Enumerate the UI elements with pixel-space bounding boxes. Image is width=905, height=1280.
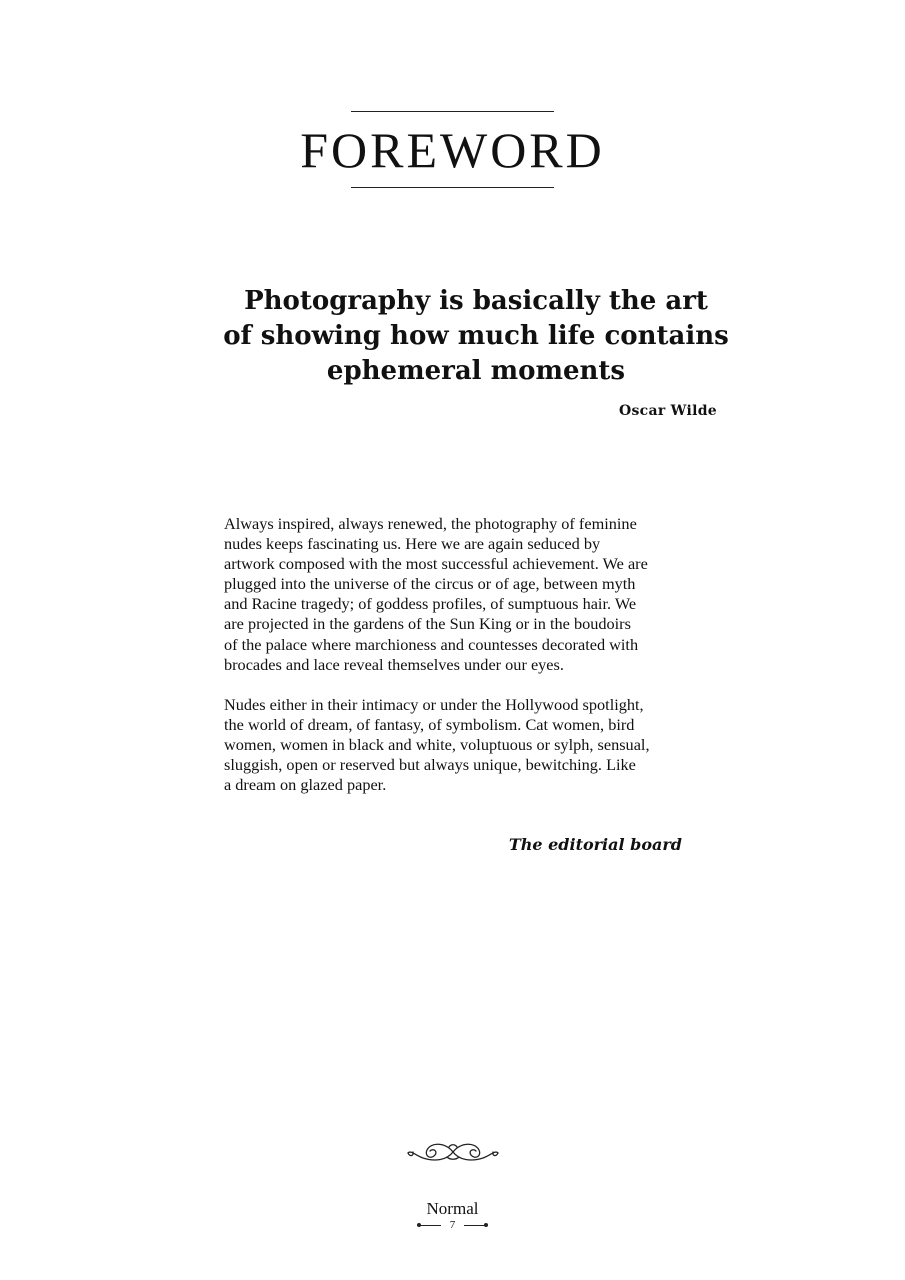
- quote-line: ephemeral moments: [326, 356, 626, 386]
- body-line: and Racine tragedy; of goddess profiles, of sumptuous hair. We: [224, 594, 637, 614]
- quote-author: Oscar Wilde: [618, 403, 717, 419]
- body-paragraph-2: [224, 695, 683, 795]
- body-paragraph-1: [224, 514, 683, 675]
- page-number-right-dash: [464, 1225, 486, 1226]
- footer-label: Normal: [426, 1199, 479, 1218]
- flourish-ornament-icon: [405, 1138, 501, 1166]
- title-bottom-rule: [351, 187, 554, 188]
- body-line: Always inspired, always renewed, the photography of feminine: [224, 514, 637, 533]
- quote-line: Photography is basically the art: [244, 286, 708, 316]
- page-title: FOREWORD: [300, 122, 605, 178]
- body-line: artwork composed with the most successful achievement. We are: [224, 554, 648, 574]
- body-line: of the palace where marchioness and countesses decorated with: [224, 634, 639, 654]
- body-line: women, women in black and white, voluptuous or sylph, sensual,: [224, 735, 650, 755]
- epigraph-quote: [200, 284, 752, 389]
- page-number-left-dash: [419, 1225, 441, 1226]
- page-number-row: [0, 1219, 905, 1231]
- body-line: sluggish, open or reserved but always unique, bewitching. Like: [224, 755, 636, 775]
- body-line: brocades and lace reveal themselves under our eyes.: [224, 654, 564, 674]
- body-line: nudes keeps fascinating us. Here we are again seduced by: [224, 534, 601, 554]
- body-line: are projected in the gardens of the Sun King or in the boudoirs: [224, 614, 631, 634]
- title-top-rule: [351, 111, 554, 112]
- page-number: 7: [449, 1219, 456, 1231]
- body-line: Nudes either in their intimacy or under the Hollywood spotlight,: [224, 695, 644, 714]
- body-line: the world of dream, of fantasy, of symbolism. Cat women, bird: [224, 715, 635, 735]
- body-line: plugged into the universe of the circus or of age, between myth: [224, 574, 636, 594]
- quote-line: of showing how much life contains: [223, 321, 729, 351]
- signature: The editorial board: [508, 835, 682, 854]
- body-line: a dream on glazed paper.: [224, 775, 387, 795]
